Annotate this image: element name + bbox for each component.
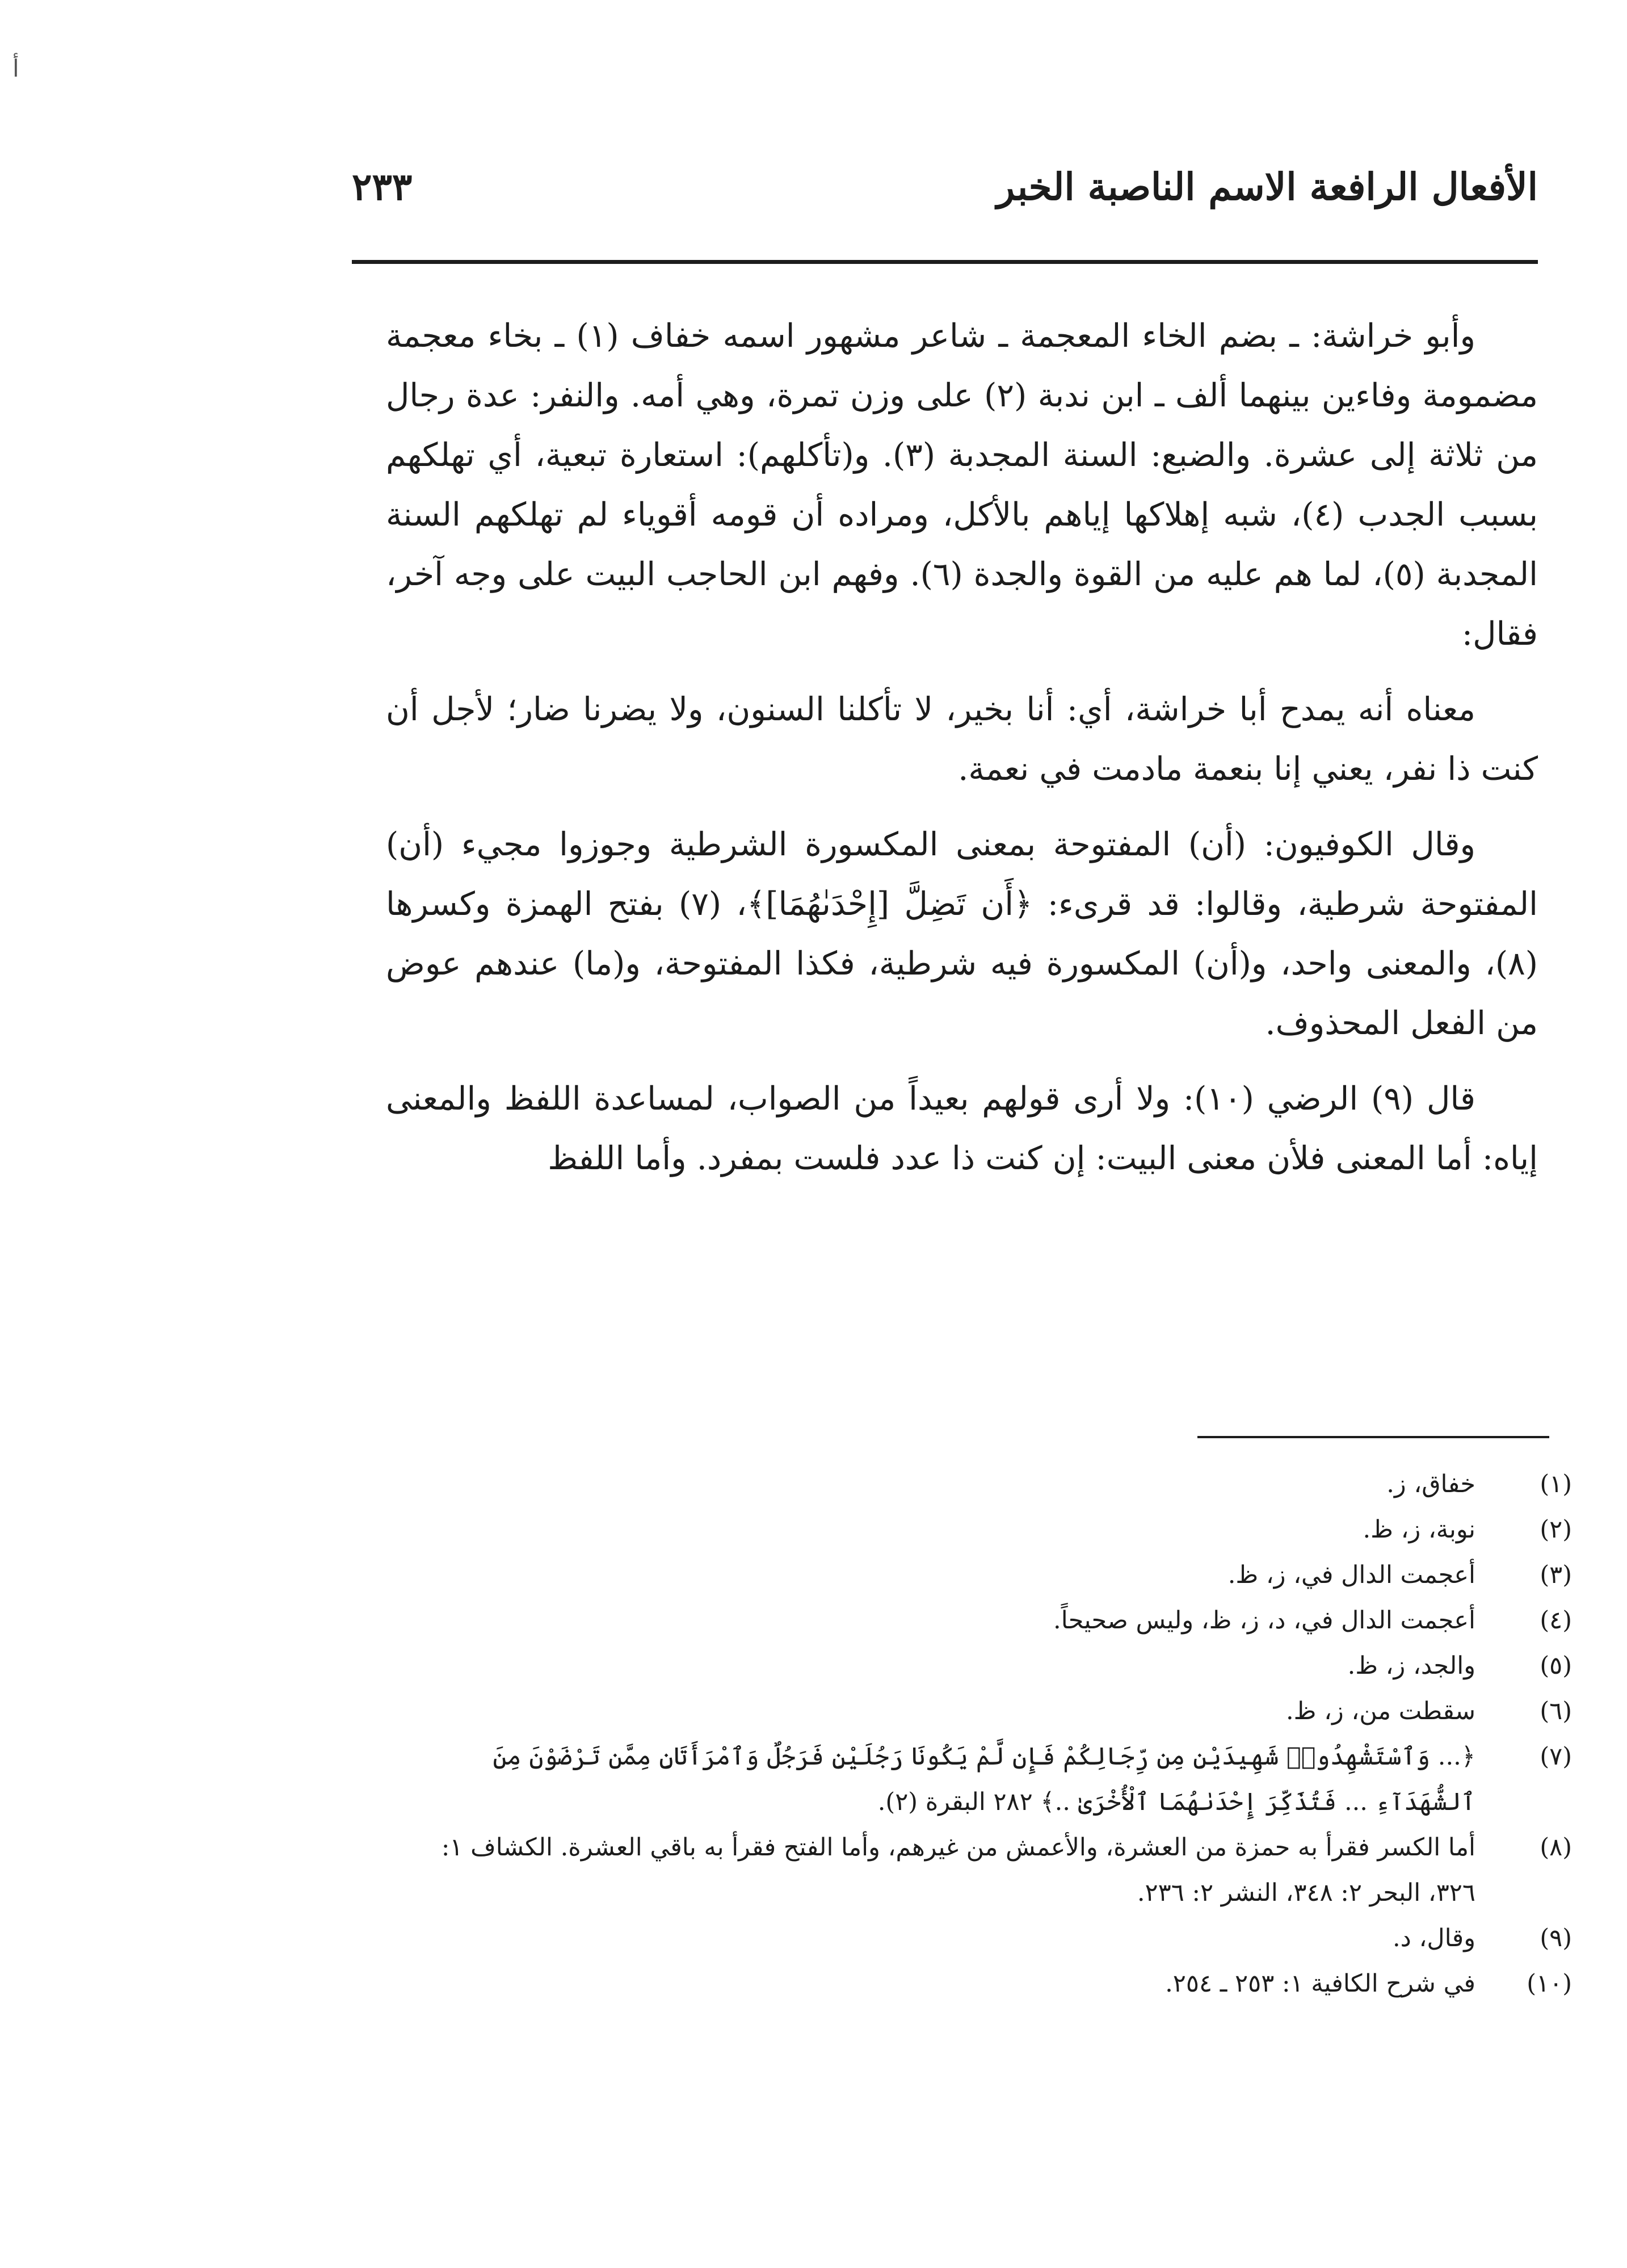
footnote [392,1507,1572,1552]
footnote [392,1461,1572,1507]
footnote-text: أعجمت الدال في، ز، ظ. [1227,1561,1475,1589]
footnote-text: والجد، ز، ظ. [1347,1652,1475,1680]
footnote [392,1598,1572,1643]
footnote-number: (٢) [1540,1515,1572,1544]
page-header [352,159,1538,227]
footnote [392,1916,1572,1961]
footnote-number: (٥) [1540,1652,1572,1680]
footnotes [392,1461,1572,2006]
footnote-number: (٣) [1540,1561,1572,1589]
running-title: الأفعال الرافعة الاسم الناصبة الخبر [997,165,1538,209]
footnote-number: (٤) [1540,1606,1572,1635]
footnote-text: أعجمت الدال في، د، ز، ظ، وليس صحيحاً. [1053,1606,1475,1635]
footnote-number: (٨) [1540,1833,1572,1862]
footnote-text: وقال، د. [1392,1924,1475,1952]
footnote [392,1734,1572,1825]
footnote [392,1643,1572,1689]
footnote-number: (٩) [1540,1924,1572,1952]
footnote-number: (١٠) [1527,1969,1572,1998]
footnote [392,1825,1572,1916]
paragraph-abu-khurasha: وأبو خراشة: ـ بضم الخاء المعجمة ـ شاعر مشهور اسمه خفاف (١) ـ بخاء معجمة مضمومة وفاءين بينهما ألف ـ ابن ندبة (٢) على وزن تمرة، وهي أمه. والنفر: عدة رجال من ثلاثة إلى عشرة. والضبع: السنة المجدبة (٣). و(تأكلهم): استعارة تبعية، أي تهلكهم بسبب الجدب (٤)، شبه إهلاكها إياهم بالأكل، ومراده أن قومه أقوياء لم تهلكهم السنة المجدبة (٥)، لما هم عليه من القوة والجدة (٦). وفهم ابن الحاجب البيت على وجه آخر، فقال: [386,317,1538,653]
footnote-text: ﴿... وَٱسْتَشْهِدُوا۟ شَهِيدَيْنِ مِن رِّجَالِكُمْ فَإِن لَّمْ يَكُونَا رَجُلَيْنِ فَرَجُلٌ وَٱمْرَأَتَانِ مِمَّن تَرْضَوْنَ مِنَ ٱلشُّهَدَآءِ ... فَتُذَكِّرَ إِحْدَىٰهُمَا ٱلْأُخْرَىٰ ..﴾ ٢٨٢ البقرة (٢). [493,1742,1475,1816]
footnote [392,1961,1572,2006]
header-rule [352,260,1538,264]
footnote [392,1689,1572,1734]
footnote-text: خفاق، ز. [1386,1470,1475,1498]
footnote-number: (٧) [1540,1742,1572,1771]
page-number: ٢٣٣ [352,165,413,209]
paragraph-kufans: وقال الكوفيون: (أن) المفتوحة بمعنى المكسورة الشرطية وجوزوا مجيء (أن) المفتوحة شرطية، وقالوا: قد قرىء: ﴿أَن تَضِلَّ [إِحْدَىٰهُمَا]﴾، (٧) بفتح الهمزة وكسرها (٨)، والمعنى واحد، و(أن) المكسورة فيه شرطية، فكذا المفتوحة، و(ما) عندهم عوض من الفعل المحذوف. [386,826,1538,1042]
footnote [392,1552,1572,1598]
footnote-text: نوبة، ز، ظ. [1363,1515,1475,1544]
footnote-rule [1197,1436,1549,1438]
footnote-text: في شرح الكافية ١: ٢٥٣ ـ ٢٥٤. [1165,1969,1475,1998]
footnote-number: (٦) [1540,1697,1572,1725]
footnote-text: أما الكسر فقرأ به حمزة من العشرة، والأعمش من غيرهم، وأما الفتح فقرأ به باقي العشرة. الكشاف ١: ٣٢٦، البحر ٢: ٣٤٨، النشر ٢: ٢٣٦. [441,1833,1475,1907]
paragraph-radi: قال (٩) الرضي (١٠): ولا أرى قولهم بعيداً من الصواب، لمساعدة اللفظ والمعنى إياه: أما المعنى فلأن معنى البيت: إن كنت ذا عدد فلست بمفرد. وأما اللفظ [386,1080,1538,1177]
paragraph-meaning: معناه أنه يمدح أبا خراشة، أي: أنا بخير، لا تأكلنا السنون، ولا يضرنا ضار؛ لأجل أن كنت ذا نفر، يعني إنا بنعمة مادمت في نعمة. [386,691,1538,788]
corner-mark: أ [12,54,19,82]
body-text [386,306,1538,1204]
footnote-text: سقطت من، ز، ظ. [1285,1697,1475,1725]
footnote-number: (١) [1540,1470,1572,1498]
